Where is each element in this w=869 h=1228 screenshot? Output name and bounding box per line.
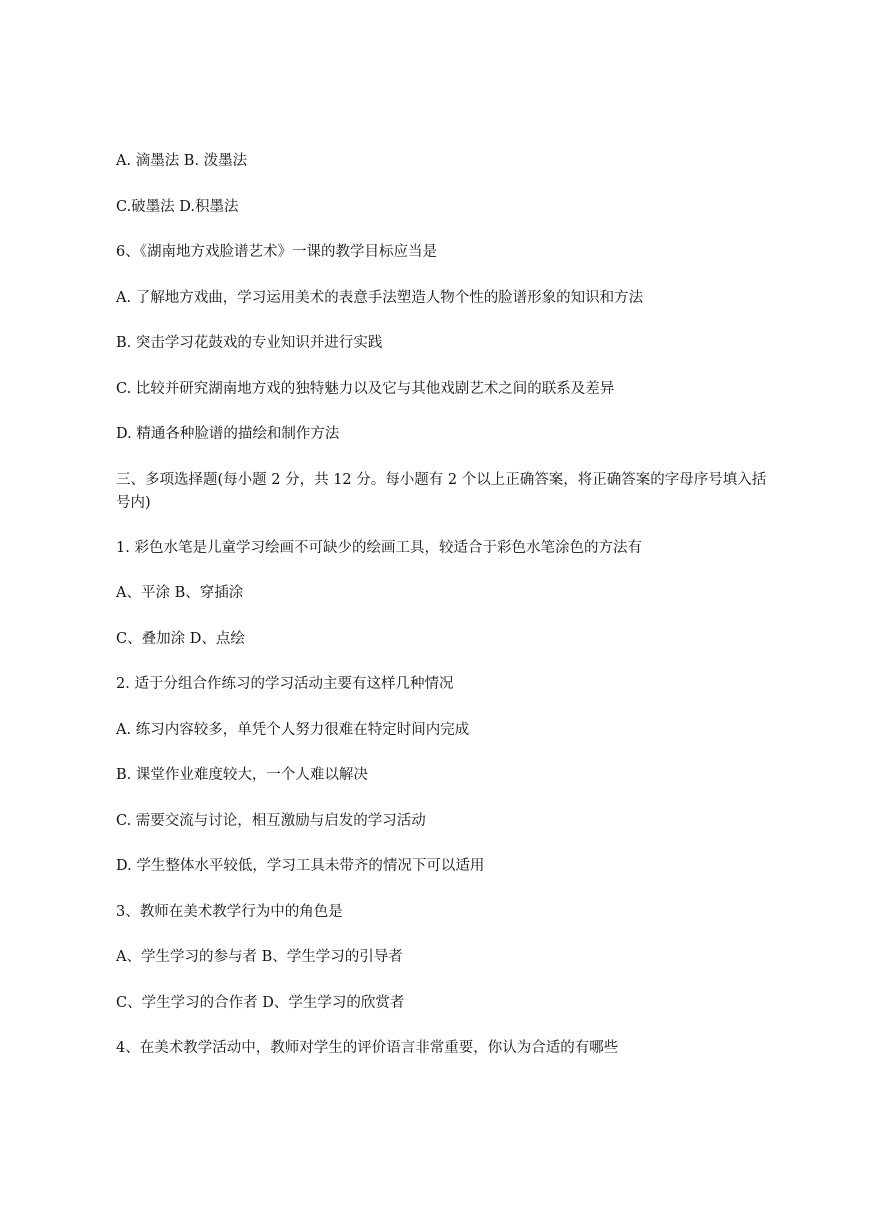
option-line-q5-ab: A. 滴墨法 B. 泼墨法 [116,153,248,169]
option-mc1-cd: C、叠加涂 D、点绘 [116,630,245,647]
option-q6-c: C. 比较并研究湖南地方戏的独特魅力以及它与其他戏剧艺术之间的联系及差异 [116,380,615,397]
option-q6-b: B. 突击学习花鼓戏的专业知识并进行实践 [116,335,383,351]
question-mc-1: 1. 彩色水笔是儿童学习绘画不可缺少的绘画工具，较适合于彩色水笔涂色的方法有 [116,539,642,556]
option-mc2-a: A. 练习内容较多，单凭个人努力很难在特定时间内完成 [116,721,470,738]
question-mc-3: 3、教师在美术教学行为中的角色是 [116,903,343,920]
option-mc2-b: B. 课堂作业难度较大，一个人难以解决 [116,767,368,783]
option-mc3-cd: C、学生学习的合作者 D、学生学习的欣赏者 [116,994,405,1011]
question-mc-2: 2. 适于分组合作练习的学习活动主要有这样几种情况 [116,676,454,692]
option-line-q5-cd: C.破墨法 D.积墨法 [116,198,239,215]
option-q6-a: A. 了解地方戏曲，学习运用美术的表意手法塑造人物个性的脸谱形象的知识和方法 [116,289,644,306]
option-mc1-ab: A、平涂 B、穿插涂 [116,585,244,601]
option-mc3-ab: A、学生学习的参与者 B、学生学习的引导者 [116,949,403,965]
document-body [116,150,772,1083]
question-6: 6、《湖南地方戏脸谱艺术》一课的教学目标应当是 [116,244,437,260]
question-mc-4: 4、在美术教学活动中，教师对学生的评价语言非常重要，你认为合适的有哪些 [116,1040,619,1056]
option-q6-d: D. 精通各种脸谱的描绘和制作方法 [116,426,340,442]
section-heading-multiple-choice: 三、多项选择题(每小题 2 分，共 12 分。每小题有 2 个以上正确答案，将正确答案的字母序号填入括号内) [116,471,767,511]
option-mc2-c: C. 需要交流与讨论，相互激励与启发的学习活动 [116,812,426,829]
option-mc2-d: D. 学生整体水平较低，学习工具未带齐的情况下可以适用 [116,858,485,874]
